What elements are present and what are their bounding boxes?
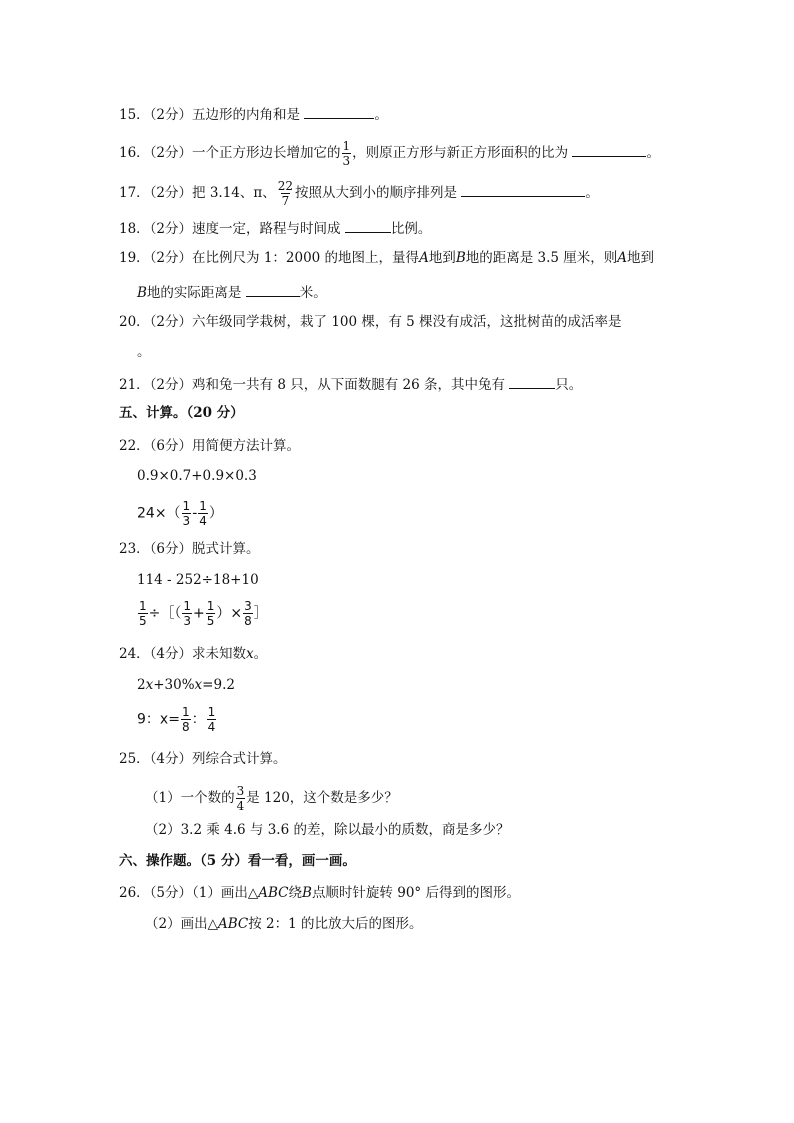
question-17: 17．（2分）把 3.14、π、 $\frac{22}{7}$ 按照从大到小的顺序排列是 。 <box>119 179 599 208</box>
question-18: 18．（2分）速度一定，路程与时间成 比例。 <box>119 218 431 238</box>
expression: $\frac{1}{5}$ ÷［（ $\frac{1}{3}$ + $\frac{1}{5}$ ）× $\frac{3}{8}$ ］ <box>139 599 268 628</box>
fraction: $\frac{1}{3}$ <box>342 139 351 168</box>
question-24: 24．（4分）求未知数x。 <box>119 646 268 662</box>
question-19: 19．（2分）在比例尺为 1：2000 的地图上，量得A地到B地的距离是 3.5 厘米，则A地到 <box>119 250 655 266</box>
question-16: 16．（2分）一个正方形边长增加它的 $\frac{1}{3}$ ，则原正方形与新正方形面积的比为 。 <box>119 139 660 168</box>
section-6-heading: 六、操作题。（5 分）看一看，画一画。 <box>119 853 356 869</box>
question-20: 20．（2分）六年级同学栽树，栽了 100 棵，有 5 棵没有成活，这批树苗的成活率是 <box>119 314 622 330</box>
answer-blank[interactable] <box>509 374 555 389</box>
question-25-part-1: （1）一个数的 $\frac{3}{4}$ 是 120，这个数是多少？ <box>145 784 398 813</box>
question-26: 26．（5分）（1）画出△ABC绕B点顺时针旋转 90° 后得到的图形。 <box>119 885 520 901</box>
expression: 24×（ $\frac{1}{3}$ - $\frac{1}{4}$ ） <box>137 499 223 528</box>
answer-blank[interactable] <box>461 182 585 197</box>
question-26-part-2: （2）画出△ABC按 2：1 的比放大后的图形。 <box>145 916 423 932</box>
answer-blank[interactable] <box>304 104 374 119</box>
equation: 9：x= $\frac{1}{8}$ ： $\frac{1}{4}$ <box>137 705 216 734</box>
question-20-cont: 。 <box>137 344 151 360</box>
question-23: 23．（6分）脱式计算。 <box>119 541 260 557</box>
answer-blank[interactable] <box>572 142 646 157</box>
question-22: 22．（6分）用简便方法计算。 <box>119 438 301 454</box>
question-25: 25．（4分）列综合式计算。 <box>119 751 287 767</box>
section-5-heading: 五、计算。（20 分） <box>119 405 244 421</box>
question-19-cont: B地的实际距离是 米。 <box>137 282 327 302</box>
answer-blank[interactable] <box>345 218 391 233</box>
expression: 114 - 252÷18+10 <box>137 572 259 588</box>
equation: 2x+30%x=9.2 <box>137 677 235 693</box>
answer-blank[interactable] <box>246 282 300 297</box>
question-25-part-2: （2）3.2 乘 4.6 与 3.6 的差，除以最小的质数，商是多少？ <box>145 822 510 838</box>
question-15: 15．（2分）五边形的内角和是 。 <box>119 104 388 124</box>
fraction: $\frac{22}{7}$ <box>277 179 294 208</box>
question-21: 21．（2分）鸡和兔一共有 8 只，从下面数腿有 26 条，其中兔有 只。 <box>119 374 582 394</box>
expression: 0.9×0.7+0.9×0.3 <box>137 468 257 484</box>
